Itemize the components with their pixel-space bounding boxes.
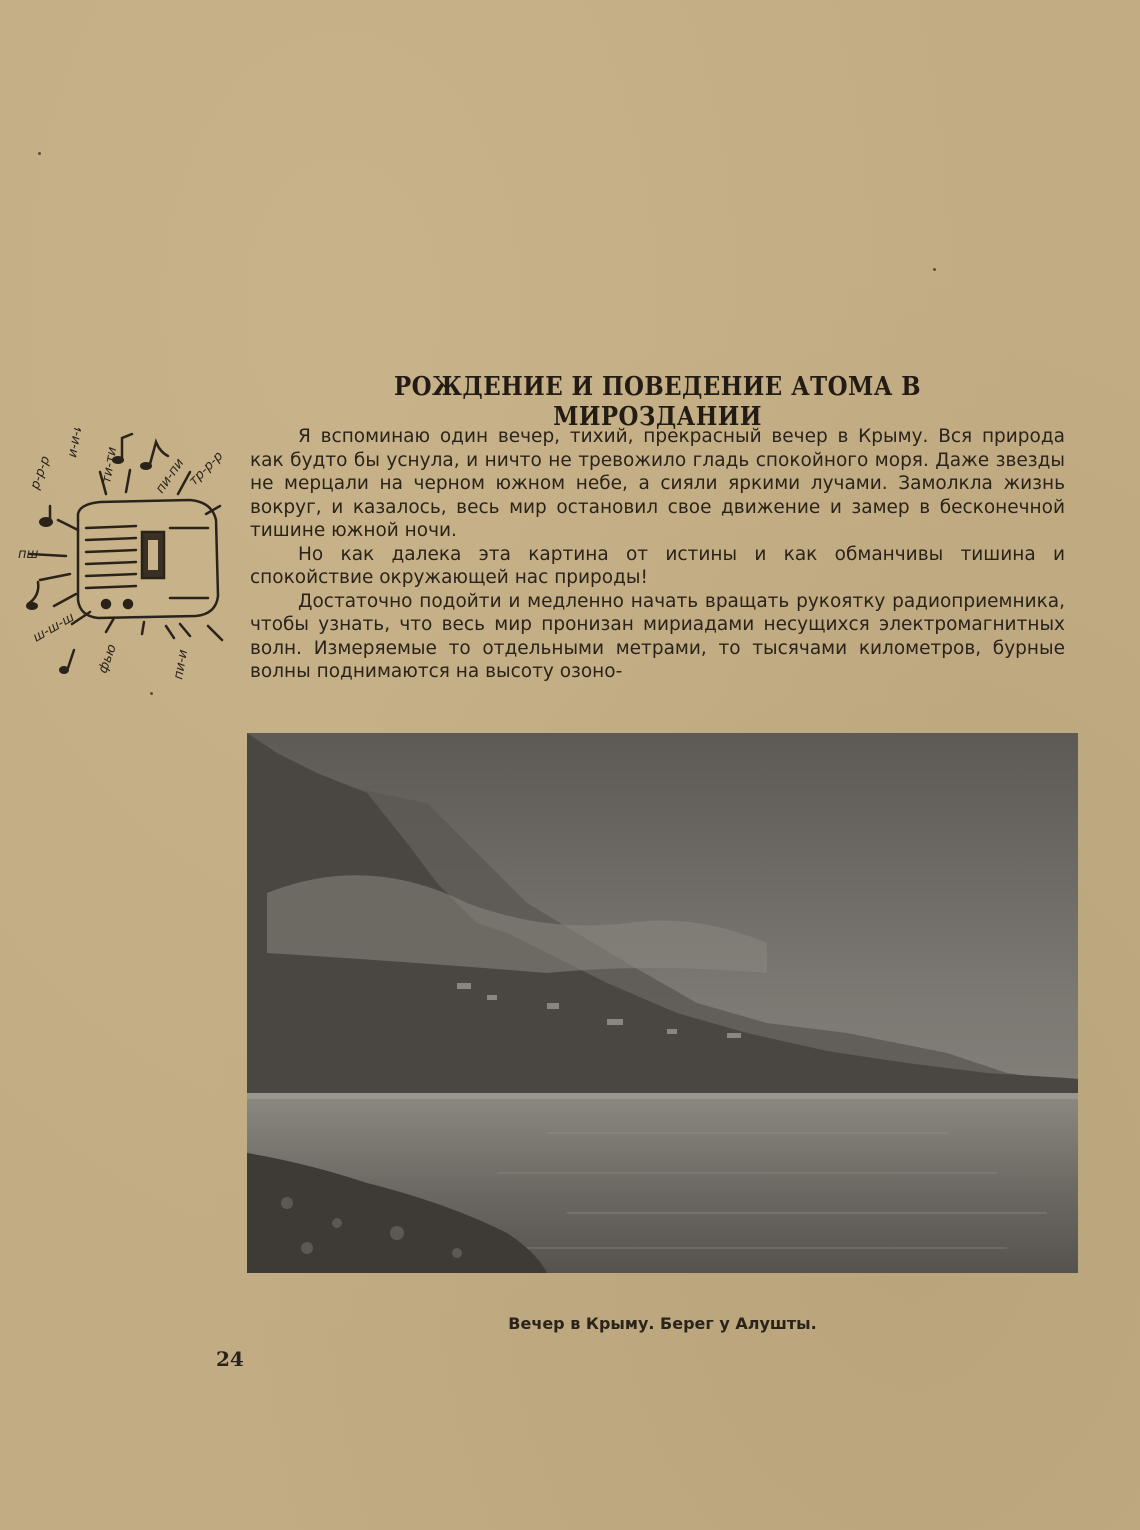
sound-label: ш-ш-ш bbox=[30, 609, 78, 646]
coast-photo bbox=[247, 733, 1078, 1273]
paragraph: Достаточно подойти и медленно начать вращать рукоятку радиоприемника, чтобы узнать, что весь мир пронизан мириадами несущихся электромагнитных волн. Измеряемые то отдельными метрами, то тысячами километров, бурные волны поднимаются на высоту озоно- bbox=[250, 590, 1065, 682]
page-number: 24 bbox=[216, 1347, 244, 1371]
sound-label: пи-и bbox=[171, 648, 192, 681]
print-speck bbox=[38, 152, 41, 155]
sound-label: и-и-и bbox=[65, 428, 86, 459]
print-speck bbox=[933, 268, 936, 271]
article-body bbox=[250, 425, 1065, 684]
paragraph: Я вспоминаю один вечер, тихий, прекрасный вечер в Крыму. Вся природа как будто бы уснула, и ничто не тревожило гладь спокойного моря. Даже звезды не мерцали на черном южном небе, а сияли яркими лучами. Замолкла жизнь вокруг, и казалось, весь мир остановил свое движение и замер в бесконечной тишине южной ночи. bbox=[250, 426, 1065, 541]
radio-illustration bbox=[10, 428, 235, 693]
sound-label: пи-пи bbox=[152, 456, 188, 497]
sound-label: р-р-р bbox=[27, 454, 54, 492]
paragraph: Но как далека эта картина от истины и как обманчивы тишина и спокойствие окружающей нас природы! bbox=[250, 543, 1065, 588]
sound-label: ти-ти bbox=[99, 445, 121, 485]
sound-label: пш bbox=[18, 547, 39, 562]
sound-label: тр-р-р bbox=[186, 448, 227, 489]
article-title: РОЖДЕНИЕ И ПОВЕДЕНИЕ АТОМА В МИРОЗДАНИИ bbox=[393, 372, 922, 432]
photo-caption: Вечер в Крыму. Берег у Алушты. bbox=[508, 1314, 817, 1333]
sound-label: фью bbox=[95, 642, 120, 676]
